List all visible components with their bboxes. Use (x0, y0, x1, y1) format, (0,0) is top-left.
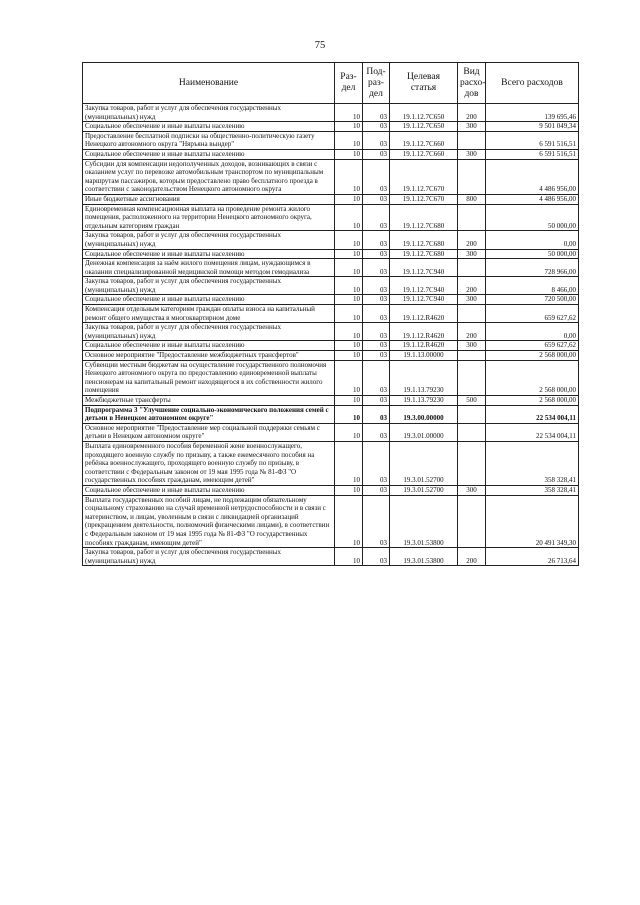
header-section: Раз- дел (335, 63, 363, 104)
row-subsection: 03 (363, 351, 390, 361)
row-name: Социальное обеспечение и иные выплаты населению (83, 295, 335, 305)
row-section: 10 (335, 441, 363, 485)
row-total: 6 591 516,51 (486, 131, 579, 149)
row-subsection: 03 (363, 485, 390, 495)
table-row (83, 396, 579, 406)
row-subsection: 03 (363, 295, 390, 305)
row-total: 358 328,41 (486, 485, 579, 495)
row-section: 10 (335, 159, 363, 194)
table-row (83, 159, 579, 194)
row-section: 10 (335, 495, 363, 548)
row-target: 19.1.12.7С650 (390, 104, 458, 122)
row-target: 19.1.12.7С650 (390, 122, 458, 132)
row-target: 19.1.12.7С940 (390, 295, 458, 305)
table-row (83, 351, 579, 361)
row-total: 2 568 000,00 (486, 360, 579, 395)
header-subsection: Под- раз- дел (363, 63, 390, 104)
row-section: 10 (335, 485, 363, 495)
row-expense-type: 300 (458, 122, 486, 132)
table-row (83, 104, 579, 122)
row-expense-type (458, 360, 486, 395)
row-subsection: 03 (363, 323, 390, 341)
table-row (83, 194, 579, 204)
table-body (83, 104, 579, 566)
row-expense-type (458, 405, 486, 423)
row-total: 50 000,00 (486, 204, 579, 231)
row-expense-type: 300 (458, 249, 486, 259)
row-expense-type (458, 259, 486, 277)
row-subsection: 03 (363, 441, 390, 485)
row-section: 10 (335, 396, 363, 406)
row-subsection: 03 (363, 249, 390, 259)
header-expense-type: Вид расхо- дов (458, 63, 486, 104)
header-name: Наименование (83, 63, 335, 104)
row-subsection: 03 (363, 341, 390, 351)
row-total: 0,00 (486, 231, 579, 249)
row-target: 19.3.01.53800 (390, 495, 458, 548)
row-target: 19.1.12.R4620 (390, 341, 458, 351)
row-section: 10 (335, 259, 363, 277)
table-row (83, 341, 579, 351)
row-total: 728 966,00 (486, 259, 579, 277)
row-target: 19.1.12.7С940 (390, 259, 458, 277)
row-total: 720 500,00 (486, 295, 579, 305)
row-subsection: 03 (363, 194, 390, 204)
row-expense-type (458, 495, 486, 548)
row-expense-type: 200 (458, 323, 486, 341)
row-name: Социальное обеспечение и иные выплаты населению (83, 485, 335, 495)
table-row (83, 295, 579, 305)
row-section: 10 (335, 277, 363, 295)
row-name: Основное мероприятие "Предоставление мер социальной поддержки семьям с детьми в Ненецком автономном округе" (83, 423, 335, 441)
table-row (83, 323, 579, 341)
table-header-row (83, 63, 579, 104)
row-section: 10 (335, 341, 363, 351)
row-total: 0,00 (486, 323, 579, 341)
header-target: Целевая статья (390, 63, 458, 104)
row-section: 10 (335, 405, 363, 423)
row-target: 19.1.12.7С680 (390, 231, 458, 249)
row-name: Подпрограмма 3 "Улучшение социально-экономического положения семей с детьми в Ненецком автономном округе" (83, 405, 335, 423)
row-total: 22 534 004,11 (486, 423, 579, 441)
row-target: 19.3.01.52700 (390, 485, 458, 495)
row-subsection: 03 (363, 495, 390, 548)
row-expense-type: 200 (458, 277, 486, 295)
row-total: 358 328,41 (486, 441, 579, 485)
row-total: 6 591 516,51 (486, 149, 579, 159)
row-target: 19.1.12.7С670 (390, 194, 458, 204)
row-subsection: 03 (363, 204, 390, 231)
table-row (83, 441, 579, 485)
row-name: Единовременная компенсационная выплата на проведение ремонта жилого помещения, расположенного на территории Ненецкого автономного округа, отдельным категориям граждан (83, 204, 335, 231)
row-target: 19.1.13.79230 (390, 360, 458, 395)
row-target: 19.1.12.7С680 (390, 204, 458, 231)
row-subsection: 03 (363, 149, 390, 159)
row-total: 139 695,46 (486, 104, 579, 122)
row-section: 10 (335, 204, 363, 231)
row-section: 10 (335, 104, 363, 122)
row-name: Выплата государственных пособий лицам, не подлежащим обязательному социальному страхованию на случай временной нетрудоспособности и в связи с материнством, и лицам, уволенным в связи с ликвидацией организаций (прекращением деятельности, полномочий физическими лицами), в соответствии с Федеральным законом от 19 мая 1995 года № 81-ФЗ "О государственных пособиях гражданам, имеющим детей" (83, 495, 335, 548)
row-subsection: 03 (363, 259, 390, 277)
row-section: 10 (335, 249, 363, 259)
row-name: Денежная компенсация за наём жилого помещения лицам, нуждающимся в оказании специализированной медицинской помощи методом гемодиализа (83, 259, 335, 277)
row-total: 8 466,00 (486, 277, 579, 295)
row-name: Социальное обеспечение и иные выплаты населению (83, 341, 335, 351)
row-total: 9 501 049,34 (486, 122, 579, 132)
row-target: 19.1.13.79230 (390, 396, 458, 406)
row-expense-type (458, 351, 486, 361)
header-total: Всего расходов (486, 63, 579, 104)
row-total: 2 568 000,00 (486, 396, 579, 406)
row-total: 20 491 349,30 (486, 495, 579, 548)
table-row (83, 259, 579, 277)
table-row (83, 423, 579, 441)
table-row (83, 231, 579, 249)
row-subsection: 03 (363, 396, 390, 406)
row-expense-type: 200 (458, 104, 486, 122)
row-target: 19.1.12.R4620 (390, 305, 458, 323)
row-target: 19.1.12.7С660 (390, 131, 458, 149)
row-expense-type (458, 441, 486, 485)
page-number: 75 (314, 40, 326, 51)
row-total: 4 486 956,00 (486, 159, 579, 194)
row-section: 10 (335, 231, 363, 249)
row-name: Социальное обеспечение и иные выплаты населению (83, 249, 335, 259)
row-section: 10 (335, 351, 363, 361)
row-expense-type (458, 204, 486, 231)
row-name: Закупка товаров, работ и услуг для обеспечения государственных (муниципальных) нужд (83, 104, 335, 122)
row-total: 2 568 000,00 (486, 351, 579, 361)
row-name: Предоставление бесплатной подписки на общественно-политическую газету Ненецкого автономного округа "Няръяна вындер" (83, 131, 335, 149)
row-target: 19.1.12.7С670 (390, 159, 458, 194)
row-expense-type (458, 305, 486, 323)
row-name: Закупка товаров, работ и услуг для обеспечения государственных (муниципальных) нужд (83, 277, 335, 295)
row-total: 659 627,62 (486, 341, 579, 351)
row-total: 50 000,00 (486, 249, 579, 259)
row-name: Иные бюджетные ассигнования (83, 194, 335, 204)
row-expense-type (458, 159, 486, 194)
row-expense-type: 500 (458, 396, 486, 406)
row-expense-type (458, 423, 486, 441)
row-target: 19.1.12.7С940 (390, 277, 458, 295)
row-target: 19.1.13.00000 (390, 351, 458, 361)
row-subsection: 03 (363, 122, 390, 132)
table-row (83, 360, 579, 395)
row-expense-type: 300 (458, 485, 486, 495)
row-name: Компенсация отдельным категориям граждан оплаты взноса на капитальный ремонт общего имущества в многоквартирном доме (83, 305, 335, 323)
table-row (83, 405, 579, 423)
row-expense-type: 200 (458, 231, 486, 249)
table-row (83, 131, 579, 149)
row-subsection: 03 (363, 405, 390, 423)
row-expense-type: 200 (458, 548, 486, 566)
row-subsection: 03 (363, 360, 390, 395)
row-expense-type: 300 (458, 341, 486, 351)
table-row (83, 495, 579, 548)
row-subsection: 03 (363, 277, 390, 295)
row-subsection: 03 (363, 104, 390, 122)
table-row (83, 249, 579, 259)
row-total: 4 486 956,00 (486, 194, 579, 204)
row-subsection: 03 (363, 131, 390, 149)
row-section: 10 (335, 194, 363, 204)
row-name: Субсидии для компенсации недополученных доходов, возникающих в связи с оказанием услуг по перевозке автомобильным транспортом по муниципальным маршрутам пассажиров, которым предоставлено право бесплатного проезда в соответствии с законодательством Ненецкого автономного округа (83, 159, 335, 194)
table-row (83, 149, 579, 159)
row-name: Закупка товаров, работ и услуг для обеспечения государственных (муниципальных) нужд (83, 231, 335, 249)
row-target: 19.3.01.00000 (390, 423, 458, 441)
row-subsection: 03 (363, 548, 390, 566)
table-row (83, 122, 579, 132)
row-subsection: 03 (363, 231, 390, 249)
table-row (83, 204, 579, 231)
row-name: Субвенции местным бюджетам на осуществление государственного полномочия Ненецкого автономного округа по предоставлению единовременной выплаты пенсионерам на капитальный ремонт находящегося в их собственности жилого помещения (83, 360, 335, 395)
row-target: 19.1.12.7С660 (390, 149, 458, 159)
row-section: 10 (335, 360, 363, 395)
row-section: 10 (335, 149, 363, 159)
row-name: Социальное обеспечение и иные выплаты населению (83, 122, 335, 132)
row-section: 10 (335, 295, 363, 305)
row-subsection: 03 (363, 423, 390, 441)
row-name: Социальное обеспечение и иные выплаты населению (83, 149, 335, 159)
row-target: 19.3.01.52700 (390, 441, 458, 485)
row-subsection: 03 (363, 305, 390, 323)
row-name: Основное мероприятие "Предоставление межбюджетных трансфертов" (83, 351, 335, 361)
row-total: 22 534 004,11 (486, 405, 579, 423)
table-row (83, 548, 579, 566)
row-name: Закупка товаров, работ и услуг для обеспечения государственных (муниципальных) нужд (83, 323, 335, 341)
row-section: 10 (335, 131, 363, 149)
row-target: 19.1.12.7С680 (390, 249, 458, 259)
row-expense-type: 300 (458, 295, 486, 305)
row-name: Закупка товаров, работ и услуг для обеспечения государственных (муниципальных) нужд (83, 548, 335, 566)
table-row (83, 305, 579, 323)
row-subsection: 03 (363, 159, 390, 194)
table-row (83, 485, 579, 495)
budget-table (82, 62, 579, 566)
row-name: Выплата единовременного пособия беременной жене военнослужащего, проходящего военную службу по призыву, а также ежемесячного пособия на ребёнка военнослужащего, проходящего военную службу по призыву, в соответствии с Федеральным законом от 19 мая 1995 года № 81-ФЗ "О государственных пособиях гражданам, имеющим детей" (83, 441, 335, 485)
row-target: 19.1.12.R4620 (390, 323, 458, 341)
row-target: 19.3.00.00000 (390, 405, 458, 423)
row-total: 26 713,64 (486, 548, 579, 566)
row-section: 10 (335, 122, 363, 132)
row-total: 659 627,62 (486, 305, 579, 323)
row-section: 10 (335, 323, 363, 341)
row-section: 10 (335, 305, 363, 323)
row-section: 10 (335, 548, 363, 566)
row-name: Межбюджетные трансферты (83, 396, 335, 406)
row-target: 19.3.01.53800 (390, 548, 458, 566)
row-expense-type: 300 (458, 149, 486, 159)
table-row (83, 277, 579, 295)
row-expense-type: 800 (458, 194, 486, 204)
row-expense-type (458, 131, 486, 149)
row-section: 10 (335, 423, 363, 441)
